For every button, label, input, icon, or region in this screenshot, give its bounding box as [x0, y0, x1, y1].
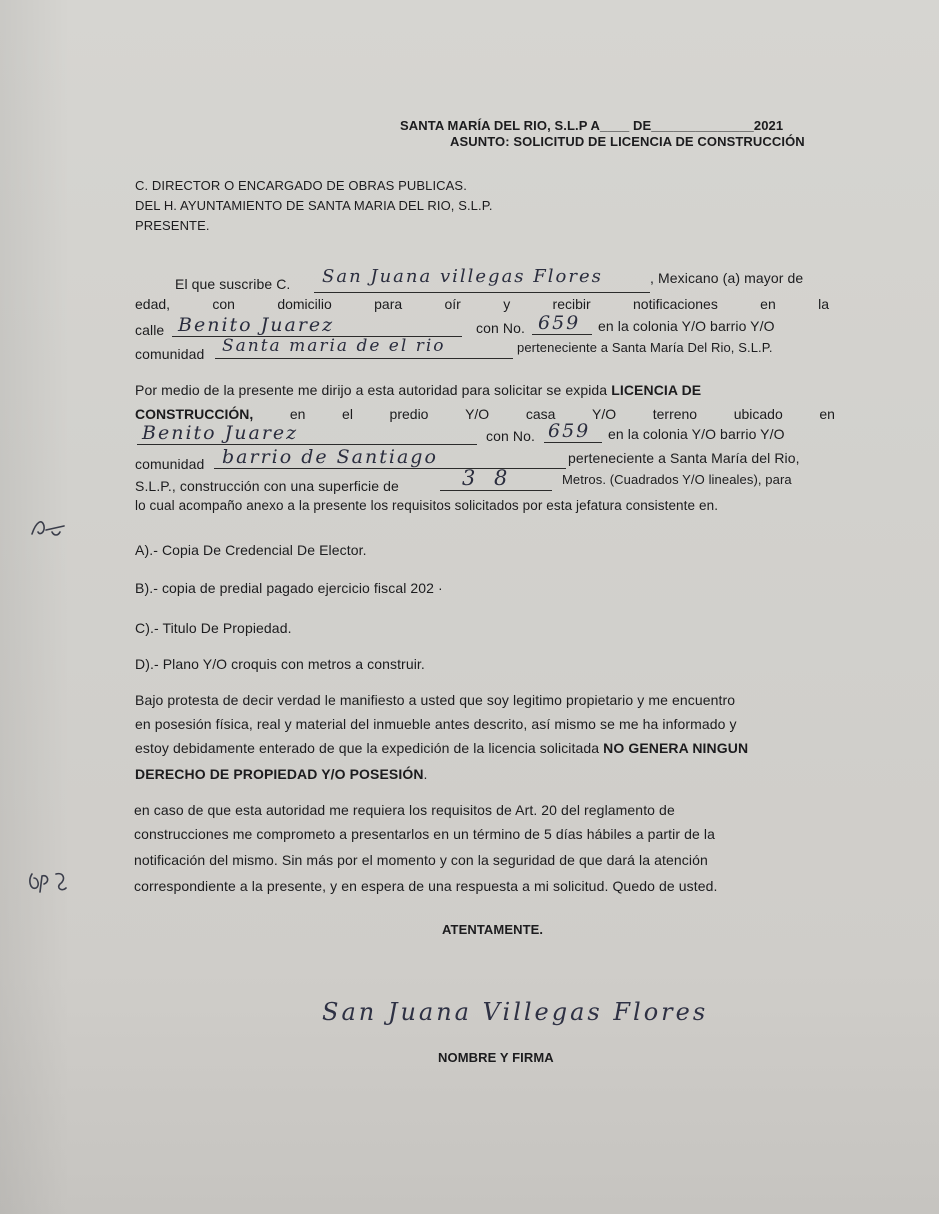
p1-calle-label: calle [135, 322, 165, 338]
p1-name-handwritten: San Juana villegas Flores [322, 266, 603, 287]
p2-word: el [342, 406, 353, 422]
place-date-line: SANTA MARÍA DEL RIO, S.L.P A____ DE______________2021 [400, 118, 784, 133]
p1-word: oír [444, 296, 461, 312]
protest-line-2: en posesión física, real y material del inmueble antes descrito, así mismo se me ha informado y [135, 716, 737, 732]
margin-initials-1 [28, 512, 68, 542]
p2-word: ubicado [733, 406, 783, 422]
p1-line-2 [135, 296, 829, 312]
p2-metros: Metros. (Cuadrados Y/O lineales), para [562, 472, 792, 487]
p1-word: para [374, 296, 403, 312]
p1-comunidad-line [215, 358, 513, 359]
requirement-d: D).- Plano Y/O croquis con metros a construir. [135, 656, 425, 672]
closing-line-2: construcciones me comprometo a presentarlos en un término de 5 días hábiles a partir de la [134, 826, 715, 842]
protest-line-3-text: estoy debidamente enterado de que la expedición de la licencia solicitada [135, 740, 600, 756]
requirement-b: B).- copia de predial pagado ejercicio fiscal 202 · [135, 580, 443, 596]
page-shadow [0, 0, 70, 1214]
p2-calle-handwritten: Benito Juarez [142, 422, 299, 444]
p2-colonia: en la colonia Y/O barrio Y/O [608, 426, 785, 442]
protest-line-1: Bajo protesta de decir verdad le manifiesto a usted que soy legitimo propietario y me encuentro [135, 692, 736, 708]
p2-calle-line [137, 444, 477, 445]
subject-line: ASUNTO: SOLICITUD DE LICENCIA DE CONSTRUCCIÓN [450, 134, 805, 149]
p1-prefix: El que suscribe C. [175, 276, 291, 292]
signature: San Juana Villegas Flores [322, 998, 709, 1026]
closing-line-3: notificación del mismo. Sin más por el momento y con la seguridad de que dará la atención [134, 852, 708, 868]
p2-no-label: con No. [486, 428, 535, 444]
p1-word: notificaciones [633, 296, 718, 312]
signature-label: NOMBRE Y FIRMA [438, 1050, 554, 1065]
p2-word: en [289, 406, 306, 422]
p2-line-1 [135, 382, 701, 398]
sign-off: ATENTAMENTE. [442, 922, 544, 937]
p1-word: edad, [135, 296, 171, 312]
p1-word: domicilio [277, 296, 332, 312]
p1-word: recibir [552, 296, 591, 312]
p2-word: casa [525, 406, 556, 422]
p1-comunidad-label: comunidad [135, 346, 205, 362]
p2-superficie-label: S.L.P., construcción con una superficie de [135, 478, 399, 494]
p1-name-line [314, 292, 650, 293]
p1-perteneciente: perteneciente a Santa María Del Rio, S.L.P. [517, 340, 773, 355]
p2-superficie-line [440, 490, 552, 491]
p1-word: en [760, 296, 776, 312]
p2-line-1-text: Por medio de la presente me dirijo a esta autoridad para solicitar se expida [135, 382, 608, 398]
p2-superficie-handwritten: 3 8 [462, 466, 514, 490]
p1-no-handwritten: 659 [538, 312, 581, 334]
addressee-line-3: PRESENTE. [135, 218, 210, 233]
p2-line-6: lo cual acompaño anexo a la presente los requisitos solicitados por esta jefatura consistente en. [135, 498, 719, 513]
protest-line-4 [135, 766, 428, 782]
protest-line-3-bold: NO GENERA NINGUN [603, 740, 749, 756]
p1-word: y [503, 296, 511, 312]
p2-perteneciente: perteneciente a Santa María del Rio, [568, 450, 800, 466]
p2-word: predio [389, 406, 429, 422]
p1-no-label: con No. [476, 320, 525, 336]
requirement-c: C).- Titulo De Propiedad. [135, 620, 292, 636]
p2-word: terreno [652, 406, 698, 422]
p1-word: la [818, 296, 829, 312]
closing-line-1: en caso de que esta autoridad me requiera los requisitos de Art. 20 del reglamento de [134, 802, 675, 818]
p2-word: en [819, 406, 835, 422]
p1-suffix: , Mexicano (a) mayor de [650, 270, 804, 286]
p1-calle-handwritten: Benito Juarez [178, 314, 335, 336]
p2-word: Y/O [465, 406, 490, 422]
p1-word: con [212, 296, 235, 312]
p2-line-1-bold: LICENCIA DE [611, 382, 702, 398]
p2-comunidad-handwritten: barrio de Santiago [222, 446, 438, 468]
p1-comunidad-handwritten: Santa maria de el rio [222, 336, 446, 356]
protest-line-4-end: . [423, 766, 428, 782]
p2-no-line [544, 442, 602, 443]
addressee-line-2: DEL H. AYUNTAMIENTO DE SANTA MARIA DEL RIO, S.L.P. [135, 198, 493, 213]
p2-word: Y/O [592, 406, 617, 422]
protest-line-4-bold: DERECHO DE PROPIEDAD Y/O POSESIÓN [135, 766, 424, 782]
p1-colonia: en la colonia Y/O barrio Y/O [598, 318, 775, 334]
requirement-a: A).- Copia De Credencial De Elector. [135, 542, 367, 558]
p2-line-2 [135, 406, 835, 422]
closing-line-4: correspondiente a la presente, y en espera de una respuesta a mi solicitud. Quedo de usted. [134, 878, 718, 894]
addressee-line-1: C. DIRECTOR O ENCARGADO DE OBRAS PUBLICAS. [135, 178, 467, 193]
p2-comunidad-label: comunidad [135, 456, 205, 472]
p2-no-handwritten: 659 [548, 420, 591, 442]
p1-no-line [532, 334, 592, 335]
p2-word-bold: CONSTRUCCIÓN, [135, 406, 254, 422]
margin-initials-2 [26, 866, 72, 900]
protest-line-3 [135, 740, 748, 756]
